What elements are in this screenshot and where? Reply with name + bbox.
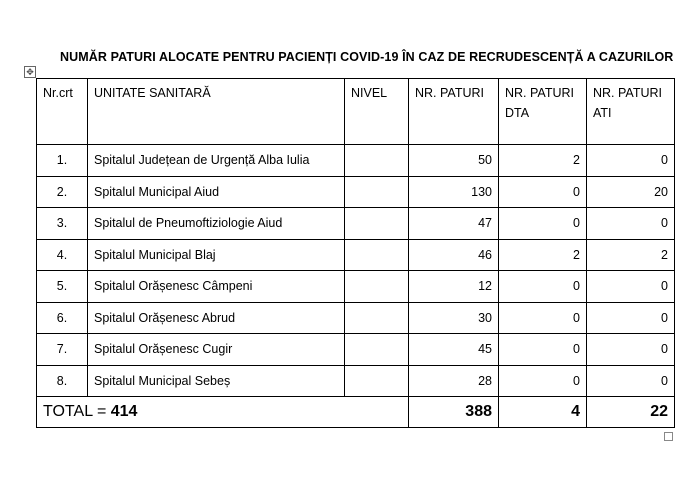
row-number: 1. xyxy=(37,145,88,177)
row-beds: 30 xyxy=(409,302,499,334)
table-move-handle-icon[interactable]: ✥ xyxy=(24,66,36,78)
row-unit: Spitalul Orășenesc Abrud xyxy=(88,302,345,334)
row-number: 3. xyxy=(37,208,88,240)
row-unit: Spitalul Județean de Urgență Alba Iulia xyxy=(88,145,345,177)
row-beds-ati: 20 xyxy=(587,176,675,208)
row-level xyxy=(345,239,409,271)
table-row xyxy=(37,145,675,177)
row-beds: 130 xyxy=(409,176,499,208)
row-unit: Spitalul Municipal Aiud xyxy=(88,176,345,208)
row-beds-ati: 0 xyxy=(587,334,675,366)
row-beds-dta: 0 xyxy=(499,271,587,303)
row-beds-ati: 0 xyxy=(587,208,675,240)
row-level xyxy=(345,145,409,177)
header-level: NIVEL xyxy=(345,79,409,145)
table-row xyxy=(37,208,675,240)
row-level xyxy=(345,271,409,303)
row-beds-dta: 0 xyxy=(499,208,587,240)
table-row xyxy=(37,365,675,397)
row-number: 2. xyxy=(37,176,88,208)
row-beds: 45 xyxy=(409,334,499,366)
row-level xyxy=(345,365,409,397)
row-number: 4. xyxy=(37,239,88,271)
total-label-cell xyxy=(37,397,409,428)
beds-table xyxy=(36,78,675,428)
row-unit: Spitalul Orășenesc Câmpeni xyxy=(88,271,345,303)
row-beds-ati: 0 xyxy=(587,271,675,303)
row-unit: Spitalul Orășenesc Cugir xyxy=(88,334,345,366)
table-header-row xyxy=(37,79,675,145)
row-number: 7. xyxy=(37,334,88,366)
row-beds-dta: 0 xyxy=(499,334,587,366)
table-row xyxy=(37,334,675,366)
row-level xyxy=(345,302,409,334)
total-row xyxy=(37,397,675,428)
header-beds-ati: NR. PATURI ATI xyxy=(587,79,675,145)
row-unit: Spitalul Municipal Blaj xyxy=(88,239,345,271)
row-beds-dta: 2 xyxy=(499,239,587,271)
table-row xyxy=(37,176,675,208)
total-dta: 4 xyxy=(499,397,587,428)
row-beds-ati: 2 xyxy=(587,239,675,271)
total-value: 414 xyxy=(110,403,138,420)
row-beds: 47 xyxy=(409,208,499,240)
row-number: 6. xyxy=(37,302,88,334)
row-unit: Spitalul de Pneumoftiziologie Aiud xyxy=(88,208,345,240)
row-level xyxy=(345,208,409,240)
row-number: 8. xyxy=(37,365,88,397)
row-level xyxy=(345,334,409,366)
header-nrcrt: Nr.crt xyxy=(37,79,88,145)
row-beds-ati: 0 xyxy=(587,145,675,177)
row-beds: 46 xyxy=(409,239,499,271)
total-ati: 22 xyxy=(587,397,675,428)
table-resize-handle-icon[interactable] xyxy=(664,432,673,441)
row-level xyxy=(345,176,409,208)
header-beds: NR. PATURI xyxy=(409,79,499,145)
row-beds: 28 xyxy=(409,365,499,397)
row-beds-dta: 0 xyxy=(499,302,587,334)
row-beds-dta: 0 xyxy=(499,176,587,208)
table-row xyxy=(37,239,675,271)
table-row xyxy=(37,271,675,303)
row-beds: 50 xyxy=(409,145,499,177)
row-beds-ati: 0 xyxy=(587,302,675,334)
total-beds: 388 xyxy=(409,397,499,428)
row-beds-ati: 0 xyxy=(587,365,675,397)
total-label: TOTAL = xyxy=(43,403,111,420)
header-beds-dta: NR. PATURI DTA xyxy=(499,79,587,145)
row-number: 5. xyxy=(37,271,88,303)
row-unit: Spitalul Municipal Sebeș xyxy=(88,365,345,397)
header-unit: UNITATE SANITARĂ xyxy=(88,79,345,145)
row-beds-dta: 2 xyxy=(499,145,587,177)
row-beds-dta: 0 xyxy=(499,365,587,397)
document-title: NUMĂR PATURI ALOCATE PENTRU PACIENȚI COVID-19 ÎN CAZ DE RECRUDESCENȚĂ A CAZURILOR xyxy=(60,50,674,64)
row-beds: 12 xyxy=(409,271,499,303)
table-row xyxy=(37,302,675,334)
